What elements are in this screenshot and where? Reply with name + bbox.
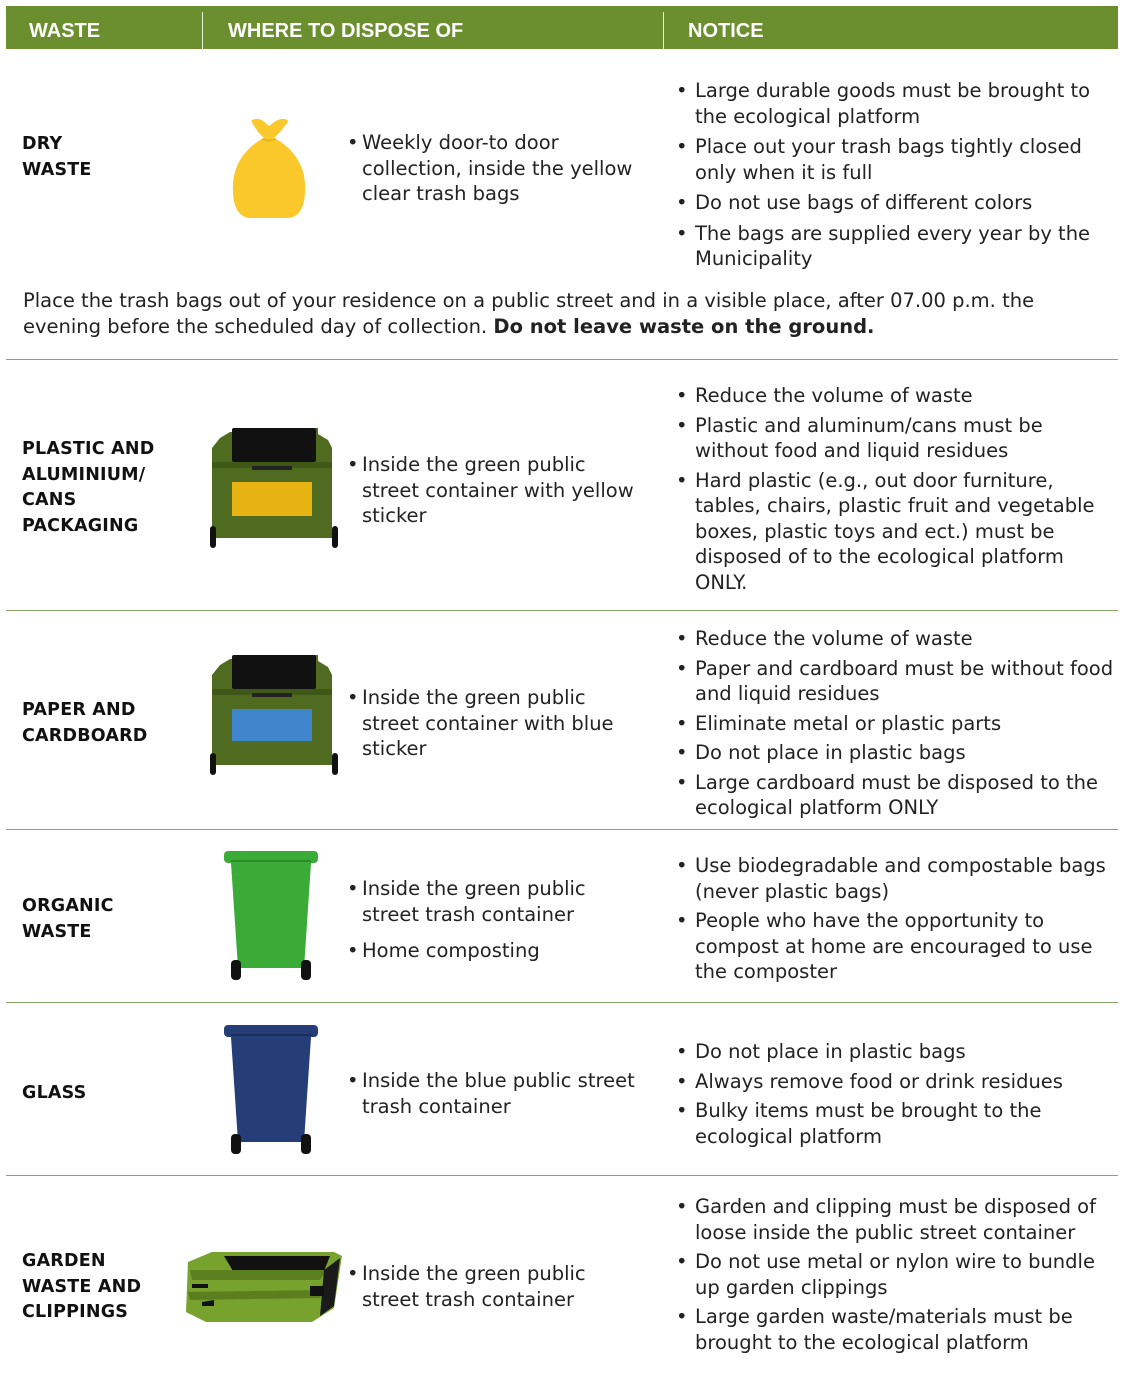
waste-label-plastic	[22, 437, 154, 539]
where-organic	[347, 876, 637, 964]
notice-item: • People who have the opportunity to compost at home are encouraged to use the composter	[676, 908, 1116, 985]
row-divider	[6, 1175, 1118, 1176]
waste-label-line: WASTE	[22, 159, 92, 180]
waste-label-line: ORGANIC	[22, 896, 114, 916]
row-divider	[6, 610, 1118, 611]
row-divider	[6, 829, 1118, 830]
waste-label-garden	[22, 1249, 141, 1326]
waste-label-line: PLASTIC AND	[22, 439, 155, 459]
waste-label-line: PACKAGING	[22, 515, 139, 536]
where-dry	[347, 130, 637, 207]
table-header	[6, 6, 1118, 49]
waste-label-line: GARDEN	[22, 1251, 106, 1271]
dry-waste-note	[23, 288, 1103, 339]
header-notice: NOTICE	[688, 20, 764, 42]
notice-item: • Do not use metal or nylon wire to bundle up garden clippings	[676, 1249, 1116, 1300]
notice-item: • Reduce the volume of waste	[676, 626, 1116, 652]
green-container-yellow-sticker-icon	[208, 426, 340, 554]
where-glass	[347, 1068, 637, 1119]
notice-item: • Do not place in plastic bags	[676, 740, 1116, 766]
waste-label-line: WASTE AND	[22, 1276, 142, 1297]
where-paper	[347, 685, 637, 762]
waste-label-dry	[22, 132, 92, 183]
notice-glass	[676, 1039, 1116, 1153]
notice-item: • Reduce the volume of waste	[676, 383, 1116, 409]
green-skip-container-icon	[184, 1250, 344, 1334]
notice-item: • Plastic and aluminum/cans must be without food and liquid residues	[676, 413, 1116, 464]
waste-label-organic	[22, 894, 114, 945]
header-where: WHERE TO DISPOSE OF	[228, 20, 464, 42]
where-item: • Inside the green public street trash container	[347, 1261, 637, 1312]
waste-label-line: WASTE	[22, 921, 92, 942]
notice-item: • Hard plastic (e.g., out door furniture, tables, chairs, plastic fruit and vegetable boxes, plastic toys and ect.) must be disposed of to the ecological platform ONLY.	[676, 468, 1116, 596]
green-wheelie-bin-icon	[222, 850, 320, 986]
waste-label-glass	[22, 1081, 86, 1107]
where-item: • Inside the green public street container with blue sticker	[347, 685, 637, 762]
where-item: • Inside the green public street container with yellow sticker	[347, 452, 637, 529]
notice-item: • Garden and clipping must be disposed of loose inside the public street container	[676, 1194, 1116, 1245]
notice-item: • Eliminate metal or plastic parts	[676, 711, 1116, 737]
notice-dry	[676, 78, 1116, 276]
waste-label-line: DRY	[22, 134, 63, 154]
notice-item: • Use biodegradable and compostable bags (never plastic bags)	[676, 853, 1116, 904]
waste-label-paper	[22, 698, 147, 749]
notice-item: • Always remove food or drink residues	[676, 1069, 1116, 1095]
notice-plastic	[676, 383, 1116, 599]
notice-garden	[676, 1194, 1116, 1359]
header-divider	[202, 12, 203, 49]
notice-item: • Do not place in plastic bags	[676, 1039, 1116, 1065]
where-garden	[347, 1261, 637, 1312]
waste-label-line: CARDBOARD	[22, 725, 148, 746]
waste-label-line: CANS	[22, 490, 77, 510]
waste-label-line: PAPER AND	[22, 700, 136, 720]
notice-paper	[676, 626, 1116, 825]
where-item: • Inside the blue public street trash container	[347, 1068, 637, 1119]
waste-label-line: CLIPPINGS	[22, 1302, 129, 1322]
row-divider	[6, 359, 1118, 360]
where-item: • Home composting	[347, 938, 637, 964]
notice-item: • Do not use bags of different colors	[676, 190, 1116, 216]
blue-wheelie-bin-icon	[222, 1024, 320, 1160]
notice-item: • Bulky items must be brought to the ecological platform	[676, 1098, 1116, 1149]
where-item: • Inside the green public street trash container	[347, 876, 637, 927]
notice-item: • Paper and cardboard must be without food and liquid residues	[676, 656, 1116, 707]
note-text: Place the trash bags out of your residence on a public street and in a visible place, after 07.00 p.m. the evening before the scheduled day of collection.	[23, 289, 1035, 338]
note-bold-text: Do not leave waste on the ground.	[493, 314, 875, 338]
green-container-blue-sticker-icon	[208, 653, 340, 781]
where-plastic	[347, 452, 637, 529]
waste-label-line: ALUMINIUM/	[22, 464, 146, 485]
notice-item: • Place out your trash bags tightly closed only when it is full	[676, 134, 1116, 185]
notice-item: • Large durable goods must be brought to the ecological platform	[676, 78, 1116, 129]
yellow-trash-bag-icon	[228, 118, 310, 224]
notice-item: • Large garden waste/materials must be brought to the ecological platform	[676, 1304, 1116, 1355]
row-divider	[6, 1002, 1118, 1003]
notice-item: • Large cardboard must be disposed to the ecological platform ONLY	[676, 770, 1116, 821]
header-waste: WASTE	[29, 20, 101, 42]
notice-item: • The bags are supplied every year by the Municipality	[676, 221, 1116, 272]
header-divider	[663, 12, 664, 49]
where-item: • Weekly door-to door collection, inside the yellow clear trash bags	[347, 130, 637, 207]
waste-label-line: GLASS	[22, 1083, 87, 1103]
notice-organic	[676, 853, 1116, 989]
